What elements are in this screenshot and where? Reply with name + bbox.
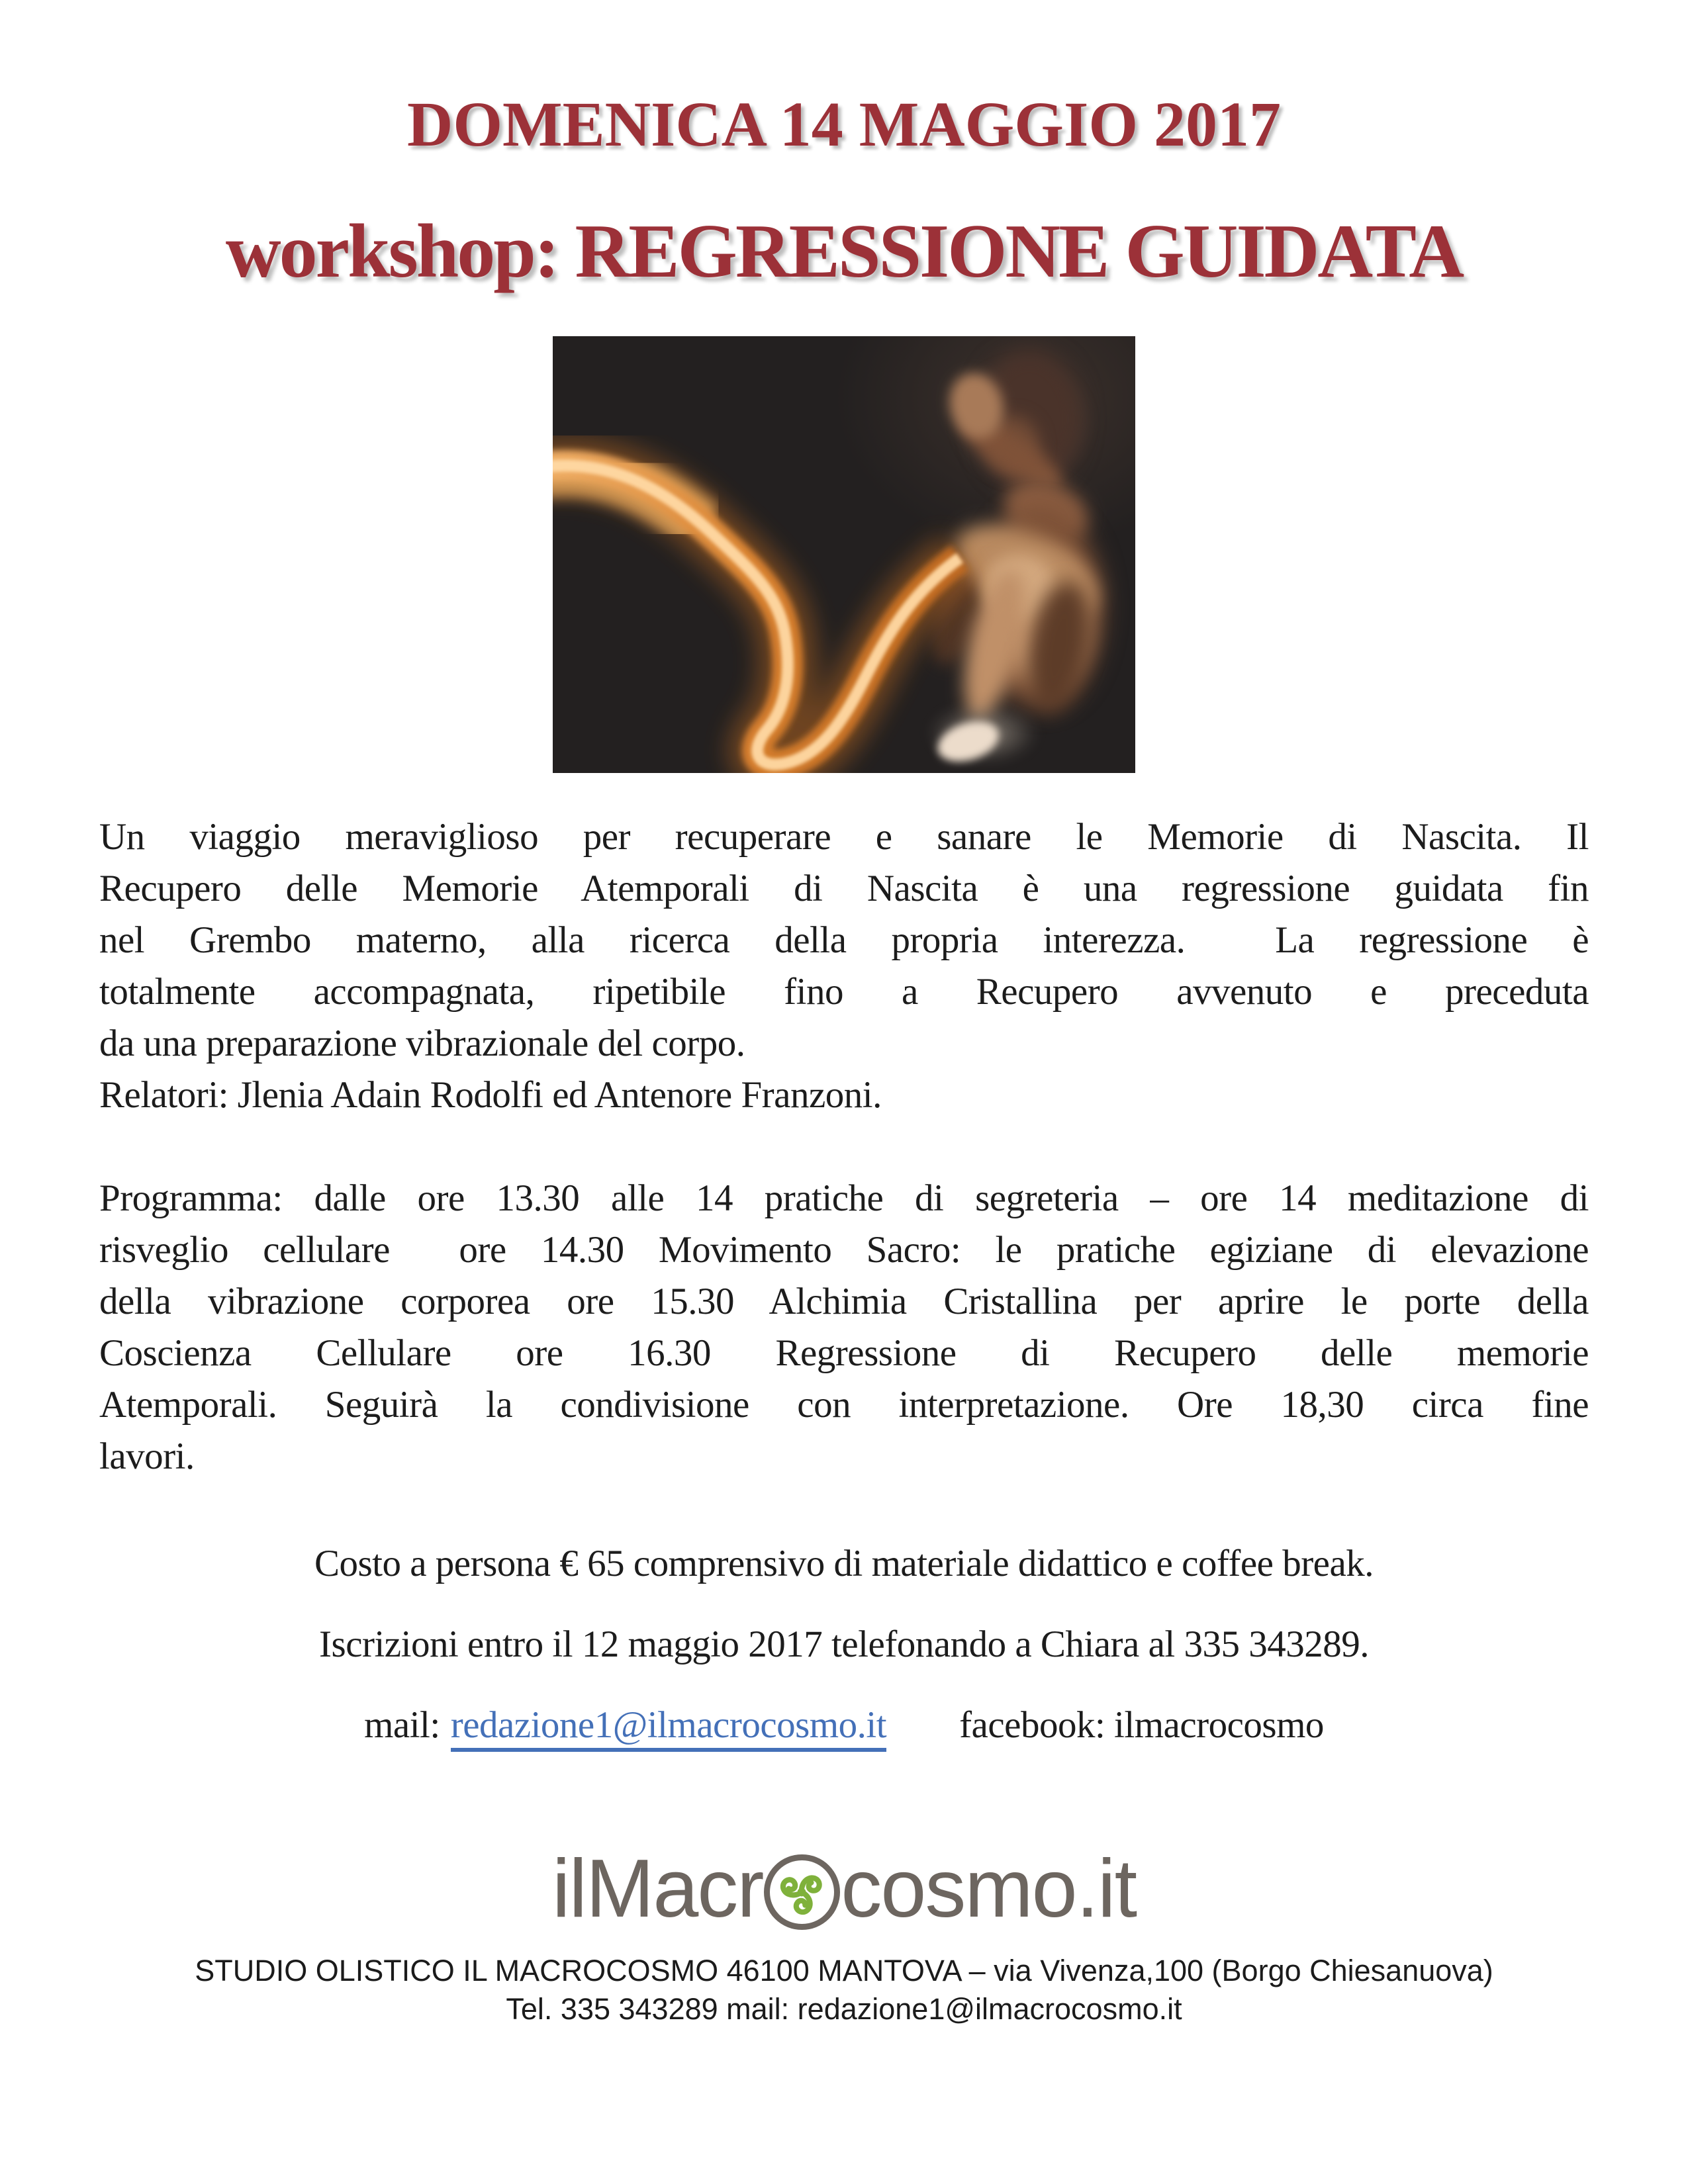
text-line: Relatori: Jlenia Adain Rodolfi ed Antenore Franzoni. — [99, 1074, 882, 1116]
triskelion-icon — [764, 1854, 839, 1930]
cost-line: Costo a persona € 65 comprensivo di materiale didattico e coffee break. — [314, 1543, 1374, 1585]
logo-text-post: cosmo.it — [841, 1843, 1137, 1935]
footer-address: STUDIO OLISTICO IL MACROCOSMO 46100 MANTOVA – via Vivenza,100 (Borgo Chiesanuova) — [195, 1953, 1493, 1987]
text-line: lavori. — [99, 1435, 195, 1478]
text-line: totalmente accompagnata, ripetibile fino a Recupero avvenuto e preceduta — [99, 971, 1589, 1013]
email-link[interactable]: redazione1@ilmacrocosmo.it — [451, 1704, 886, 1752]
text-line: risveglio cellulare ore 14.30 Movimento Sacro: le pratiche egiziane di elevazione — [99, 1229, 1589, 1271]
program-paragraph — [99, 1173, 1589, 1482]
footer — [99, 1952, 1589, 2028]
hero-image — [553, 336, 1135, 773]
text-line: nel Grembo materno, alla ricerca della propria interezza. La regressione è — [99, 919, 1589, 962]
mail-label: mail: — [364, 1704, 440, 1747]
page-title-date: DOMENICA 14 MAGGIO 2017 — [407, 89, 1281, 159]
text-line: Programma: dalle ore 13.30 alle 14 pratiche di segreteria – ore 14 meditazione di — [99, 1177, 1589, 1220]
facebook-label: facebook: ilmacrocosmo — [959, 1704, 1324, 1747]
text-line: Atemporali. Seguirà la condivisione con interpretazione. Ore 18,30 circa fine — [99, 1384, 1589, 1426]
logo — [99, 1844, 1589, 1934]
umbilical-cord-graphic — [553, 336, 1135, 773]
footer-contact: Tel. 335 343289 mail: redazione1@ilmacrocosmo.it — [506, 1991, 1182, 2026]
text-line: della vibrazione corporea ore 15.30 Alchimia Cristallina per aprire le porte della — [99, 1281, 1589, 1323]
intro-paragraph — [99, 811, 1589, 1069]
text-line: Un viaggio meraviglioso per recuperare e sanare le Memorie di Nascita. Il — [99, 816, 1589, 858]
contact-line — [99, 1700, 1589, 1751]
page-title-workshop: workshop: REGRESSIONE GUIDATA — [225, 209, 1463, 295]
relatori-line — [99, 1069, 1589, 1121]
logo-text-pre: ilMacr — [551, 1843, 763, 1935]
text-line: Recupero delle Memorie Atemporali di Nascita è una regressione guidata fin — [99, 868, 1589, 910]
registration-line: Iscrizioni entro il 12 maggio 2017 telefonando a Chiara al 335 343289. — [319, 1623, 1369, 1666]
text-line: da una preparazione vibrazionale del corpo. — [99, 1023, 745, 1065]
text-line: Coscienza Cellulare ore 16.30 Regressione di Recupero delle memorie — [99, 1332, 1589, 1375]
